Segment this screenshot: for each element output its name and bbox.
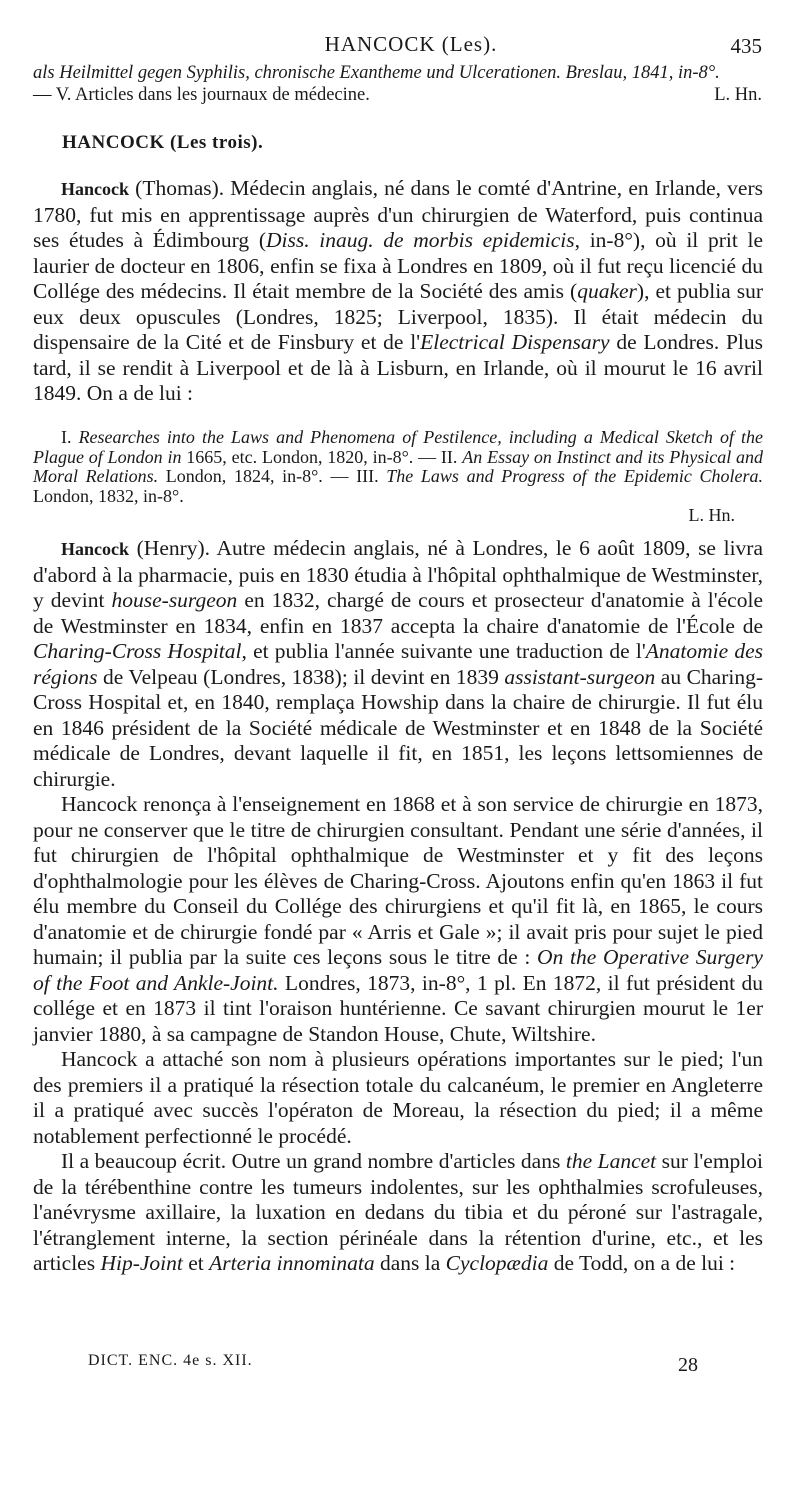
henry-paragraph-1: Hancock (Henry). Autre médecin anglais, né à Londres, le 6 août 1809, se livra d'abord à la pharmacie, puis en 1830 étudia à l'hôpital ophthalmique de Westminster, y devint house-surgeon en 1832, chargé de cours et prosecteur d'anatomie à l'école de Westminster en 1834, enfin en 1837 accepta la chaire d'anatomie de l'École de Charing-Cross Hospital, et publia l'année suivante une traduction de l'Anatomie des régions de Velpeau (Londres, 1838); il devint en 1839 assistant-surgeon au Charing-Cross Hospital et, en 1840, remplaça Howship dans la chaire de chirurgie. Il fut élu en 1846 président de la Société médicale de Westminster et en 1848 de la Société médicale de Londres, devant laquelle il fit, en 1851, les leçons lettsomiennes de chirurgie. (33, 536, 764, 791)
page-number: 435 (730, 34, 762, 58)
sheet-number: 28 (678, 1354, 698, 1376)
thomas-signature: L. Hn. (688, 505, 735, 525)
previous-entry-signature: L. Hn. (714, 85, 762, 105)
signature-mark: DICT. ENC. 4e s. XII. (88, 1352, 253, 1369)
henry-paragraph-4: Il a beaucoup écrit. Outre un grand nombre d'articles dans the Lancet sur l'emploi de la térébenthine contre les tumeurs indolentes, sur les ophthalmies scrofuleuses, l'anévrysme axillaire, la luxation en dedans du tibia et du péroné sur l'astragale, l'étranglement interne, la section périnéale dans la rétention d'urine, etc., et les articles Hip-Joint et Arteria innominata dans la Cyclopædia de Todd, on a de lui : (33, 1149, 764, 1275)
previous-entry-line1: als Heilmittel gegen Syphilis, chronische Exantheme und Ulcerationen. Breslau, 1841, in-8°. (33, 63, 720, 83)
entry-name: Hancock (61, 539, 130, 559)
entry-henry (33, 536, 763, 1277)
henry-paragraph-2: Hancock renonça à l'enseignement en 1868 et à son service de chirurgie en 1873, pour ne conserver que le titre de chirurgien consultant. Pendant une série d'années, il fut chirurgien de l'hôpital ophthalmique de Westminster et y fit des leçons d'ophthalmologie pour les élèves de Charing-Cross. Ajoutons enfin qu'en 1863 il fut élu membre du Conseil du Collége des chirurgiens et qu'il fit là, en 1865, le cours d'anatomie et de chirurgie fondé par « Arris et Gale »; il avait pris pour sujet le pied humain; il publia par la suite ces leçons sous le titre de : On the Operative Surgery of the Foot and Ankle-Joint. Londres, 1873, in-8°, 1 pl. En 1872, il fut président du collége et en 1873 il tint l'oraison huntérienne. Ce savant chirurgien mourut le 1er janvier 1880, à sa campagne de Standon House, Chute, Wiltshire. (33, 792, 763, 1046)
previous-entry-tail (33, 62, 768, 106)
previous-entry-line2: — V. Articles dans les journaux de médecine. (33, 85, 370, 105)
entry-thomas (33, 176, 763, 407)
group-title: HANCOCK (Les trois). (62, 132, 264, 153)
thomas-bibliography: I. Researches into the Laws and Phenomena of Pestilence, including a Medical Sketch of the Plague of London in 1665, etc. London, 1820, in-8°. — II. An Essay on Instinct and its Physical and Moral Relations. London, 1824, in-8°. — III. The Laws and Progress of the Epidemic Cholera. London, 1832, in-8°. L. Hn. (33, 427, 764, 525)
running-title: HANCOCK (Les). (324, 32, 498, 56)
entry-name: Hancock (61, 179, 130, 199)
henry-paragraph-3: Hancock a attaché son nom à plusieurs opérations importantes sur le pied; l'un des premiers il a pratiqué la résection totale du calcanéum, le premier en Angleterre il a pratiqué avec succès l'opératon de Moreau, la résection du pied; il a même notablement perfectionné le procédé. (33, 1047, 763, 1148)
running-head (60, 32, 762, 58)
thomas-paragraph: Hancock (Thomas). Médecin anglais, né dans le comté d'Antrine, en Irlande, vers 1780, fut mis en apprentissage auprès d'un chirurgien de Waterford, puis continua ses études à Édimbourg (Diss. inaug. de morbis epidemicis, in-8°), où il prit le laurier de docteur en 1806, enfin se fixa à Londres en 1809, où il fut reçu licencié du Collége des médecins. Il était membre de la Société des amis (quaker), et publia sur eux deux opuscules (Londres, 1825; Liverpool, 1835). Il était médecin du dispensaire de la Cité et de Finsbury et de l'Electrical Dispensary de Londres. Plus tard, il se rendit à Liverpool et de là à Lisburn, en Irlande, où il mourut le 16 avril 1849. On a de lui : (33, 176, 763, 405)
